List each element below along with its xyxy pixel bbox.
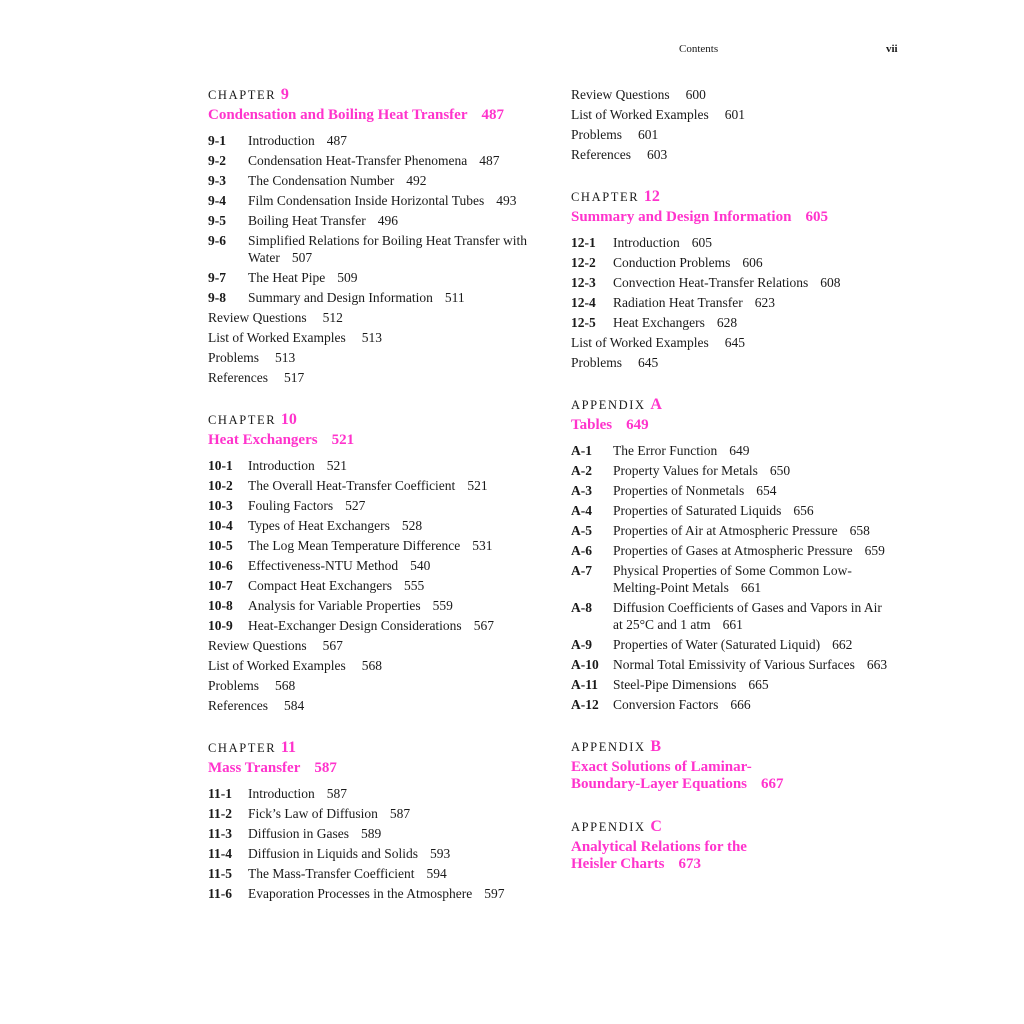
section-number: B bbox=[650, 738, 662, 755]
entry-page-number: 531 bbox=[472, 538, 493, 553]
toc-entry[interactable] bbox=[571, 696, 891, 713]
extra-entry-page-number: 645 bbox=[638, 355, 659, 370]
extra-entry-title: Problems bbox=[571, 127, 623, 142]
toc-extra-entry[interactable] bbox=[571, 146, 891, 163]
entry-page-number: 511 bbox=[444, 290, 465, 305]
entry-number: 9-4 bbox=[208, 193, 226, 208]
toc-entry[interactable] bbox=[208, 232, 548, 266]
toc-extra-entry[interactable] bbox=[571, 334, 891, 351]
toc-entry[interactable] bbox=[571, 442, 891, 459]
entry-number: 9-5 bbox=[208, 213, 226, 228]
toc-entry[interactable] bbox=[571, 522, 891, 539]
entry-title: Heat Exchangers bbox=[613, 315, 705, 330]
entry-number: A-2 bbox=[571, 463, 592, 478]
entry-text-block bbox=[248, 865, 548, 882]
entry-number: A-3 bbox=[571, 483, 592, 498]
entry-text-block bbox=[613, 599, 891, 633]
extra-entry-page-number: 603 bbox=[646, 147, 668, 162]
entry-text-block bbox=[248, 132, 548, 149]
entry-number: 10-2 bbox=[208, 478, 233, 493]
entry-number: A-4 bbox=[571, 503, 592, 518]
entry-title: Compact Heat Exchangers bbox=[248, 578, 392, 593]
section-label: CHAPTER bbox=[208, 88, 277, 102]
entry-number: A-12 bbox=[571, 697, 599, 712]
toc-section bbox=[571, 818, 891, 873]
extra-entry-title: Review Questions bbox=[571, 87, 670, 102]
entry-text-block bbox=[248, 497, 548, 514]
section-page-number: 587 bbox=[314, 760, 337, 776]
entry-title: The Mass-Transfer Coefficient bbox=[248, 866, 415, 881]
section-label: CHAPTER bbox=[571, 190, 640, 204]
toc-entry[interactable] bbox=[571, 502, 891, 519]
extra-entry-title: Problems bbox=[571, 355, 623, 370]
entry-text-block bbox=[613, 542, 891, 559]
entry-number: 11-2 bbox=[208, 806, 233, 821]
entry-number: 11-5 bbox=[208, 866, 233, 881]
extra-entry-title: Problems bbox=[208, 678, 260, 693]
toc-entry[interactable] bbox=[571, 294, 891, 311]
toc-extra-entry[interactable] bbox=[571, 106, 891, 123]
entry-text-block bbox=[248, 617, 548, 634]
toc-section bbox=[208, 411, 548, 714]
entry-text-block bbox=[613, 254, 891, 271]
entry-text-block bbox=[248, 477, 548, 494]
entry-text-block bbox=[613, 314, 891, 331]
extra-entry-title: List of Worked Examples bbox=[571, 335, 709, 350]
toc-entry[interactable] bbox=[208, 192, 548, 209]
entry-page-number: 487 bbox=[326, 133, 347, 148]
entry-title: Diffusion in Liquids and Solids bbox=[248, 846, 419, 861]
section-number: 10 bbox=[280, 411, 297, 428]
toc-entry[interactable] bbox=[571, 656, 891, 673]
entry-title: Simplified Relations for Boiling Heat Transfer with Water bbox=[248, 233, 527, 265]
entry-number: 9-8 bbox=[208, 290, 226, 305]
entry-page-number: 665 bbox=[748, 677, 769, 692]
section-heading bbox=[208, 86, 548, 104]
toc-section bbox=[208, 739, 548, 902]
section-label: APPENDIX bbox=[571, 820, 646, 834]
section-title: Condensation and Boiling Heat Transfer bbox=[208, 107, 468, 123]
entry-page-number: 540 bbox=[410, 558, 431, 573]
toc-entry[interactable] bbox=[571, 254, 891, 271]
toc-entry[interactable] bbox=[571, 234, 891, 251]
toc-entry[interactable] bbox=[208, 517, 548, 534]
section-title: Mass Transfer bbox=[208, 760, 301, 776]
toc-section bbox=[571, 86, 891, 163]
entry-number: 9-6 bbox=[208, 233, 226, 248]
entry-page-number: 527 bbox=[345, 498, 366, 513]
extra-entry-page-number: 567 bbox=[322, 638, 343, 653]
section-page-number: 487 bbox=[481, 107, 504, 123]
toc-entry[interactable] bbox=[208, 212, 548, 229]
entry-title: Evaporation Processes in the Atmosphere bbox=[248, 886, 473, 901]
section-heading bbox=[571, 738, 891, 756]
entry-number: 10-8 bbox=[208, 598, 233, 613]
toc-entry[interactable] bbox=[571, 636, 891, 653]
entry-number: 12-2 bbox=[571, 255, 596, 270]
entry-number: A-1 bbox=[571, 443, 592, 458]
toc-entry[interactable] bbox=[208, 172, 548, 189]
entry-page-number: 521 bbox=[326, 458, 347, 473]
extra-entry-title: Review Questions bbox=[208, 310, 307, 325]
entry-text-block bbox=[613, 562, 891, 596]
entry-page-number: 649 bbox=[729, 443, 750, 458]
toc-entry[interactable] bbox=[208, 617, 548, 634]
toc-extra-entry[interactable] bbox=[571, 354, 891, 371]
toc-entry[interactable] bbox=[208, 597, 548, 614]
section-title-link[interactable] bbox=[208, 432, 548, 449]
toc-section bbox=[571, 188, 891, 371]
entry-text-block bbox=[248, 457, 548, 474]
entry-number: A-9 bbox=[571, 637, 592, 652]
entry-title: Introduction bbox=[248, 458, 315, 473]
entry-number: A-8 bbox=[571, 600, 592, 615]
toc-entry[interactable] bbox=[208, 457, 548, 474]
entry-page-number: 594 bbox=[426, 866, 447, 881]
entry-title: Condensation Heat-Transfer Phenomena bbox=[248, 153, 468, 168]
entry-text-block bbox=[613, 462, 891, 479]
toc-entry[interactable] bbox=[208, 785, 548, 802]
toc-extra-entry[interactable] bbox=[208, 329, 548, 346]
entry-title: Convection Heat-Transfer Relations bbox=[613, 275, 809, 290]
entry-number: A-10 bbox=[571, 657, 599, 672]
section-title: Tables bbox=[571, 417, 613, 433]
entry-page-number: 658 bbox=[849, 523, 870, 538]
entry-title: Boiling Heat Transfer bbox=[248, 213, 366, 228]
section-label: APPENDIX bbox=[571, 740, 646, 754]
entry-text-block bbox=[248, 885, 548, 902]
entry-text-block bbox=[613, 294, 891, 311]
extra-entry-title: References bbox=[571, 147, 631, 162]
section-label: CHAPTER bbox=[208, 413, 277, 427]
toc-extra-entry[interactable] bbox=[571, 86, 891, 103]
section-label: CHAPTER bbox=[208, 741, 277, 755]
section-heading bbox=[208, 411, 548, 429]
extra-entry-page-number: 568 bbox=[361, 658, 383, 673]
entry-text-block bbox=[248, 212, 548, 229]
entry-text-block bbox=[248, 577, 548, 594]
entry-title: Introduction bbox=[248, 133, 315, 148]
section-title: Summary and Design Information bbox=[571, 209, 792, 225]
entry-page-number: 608 bbox=[820, 275, 841, 290]
entry-text-block bbox=[613, 676, 891, 693]
entry-text-block bbox=[248, 192, 548, 209]
entry-title: Diffusion in Gases bbox=[248, 826, 349, 841]
entry-title: Introduction bbox=[613, 235, 680, 250]
entry-title: Film Condensation Inside Horizontal Tubes bbox=[248, 193, 485, 208]
entry-page-number: 659 bbox=[864, 543, 885, 558]
toc-entry[interactable] bbox=[208, 557, 548, 574]
entry-page-number: 654 bbox=[756, 483, 777, 498]
entry-title: Diffusion Coefficients of Gases and Vapors in Air at 25°C and 1 atm bbox=[613, 600, 882, 632]
entry-number: 10-4 bbox=[208, 518, 233, 533]
entry-title: Steel-Pipe Dimensions bbox=[613, 677, 737, 692]
toc-extra-entry[interactable] bbox=[208, 349, 548, 366]
entry-number: 10-6 bbox=[208, 558, 233, 573]
entry-page-number: 587 bbox=[389, 806, 411, 821]
entry-page-number: 663 bbox=[866, 657, 888, 672]
extra-entry-page-number: 517 bbox=[283, 370, 305, 385]
left-column bbox=[208, 86, 548, 927]
section-title-link[interactable] bbox=[208, 760, 548, 777]
entry-number: 10-5 bbox=[208, 538, 233, 553]
entry-title: Summary and Design Information bbox=[248, 290, 433, 305]
entry-page-number: 496 bbox=[377, 213, 398, 228]
entry-page-number: 509 bbox=[337, 270, 358, 285]
extra-entry-page-number: 512 bbox=[322, 310, 343, 325]
toc-entry[interactable] bbox=[208, 577, 548, 594]
entry-text-block bbox=[613, 442, 891, 459]
entry-number: 11-4 bbox=[208, 846, 233, 861]
extra-entry-title: List of Worked Examples bbox=[208, 330, 346, 345]
toc-entry[interactable] bbox=[571, 562, 891, 596]
entry-page-number: 492 bbox=[406, 173, 427, 188]
toc-entry[interactable] bbox=[571, 599, 891, 633]
extra-entry-page-number: 600 bbox=[685, 87, 706, 102]
toc-entry[interactable] bbox=[208, 805, 548, 822]
entry-title: The Heat Pipe bbox=[248, 270, 326, 285]
entry-number: 10-3 bbox=[208, 498, 233, 513]
extra-entry-page-number: 645 bbox=[724, 335, 746, 350]
toc-entry[interactable] bbox=[208, 132, 548, 149]
entry-number: 11-6 bbox=[208, 886, 233, 901]
entry-title: Normal Total Emissivity of Various Surfaces bbox=[613, 657, 855, 672]
entry-title: Properties of Gases at Atmospheric Pressure bbox=[613, 543, 853, 558]
entry-page-number: 606 bbox=[742, 255, 763, 270]
entry-number: 9-2 bbox=[208, 153, 226, 168]
section-heading bbox=[208, 739, 548, 757]
entry-text-block bbox=[613, 502, 891, 519]
entry-page-number: 661 bbox=[722, 617, 743, 632]
toc-extra-entry[interactable] bbox=[208, 309, 548, 326]
entry-page-number: 507 bbox=[291, 250, 313, 265]
entry-text-block bbox=[613, 656, 891, 673]
entry-page-number: 493 bbox=[496, 193, 517, 208]
entry-text-block bbox=[248, 289, 548, 306]
extra-entry-page-number: 584 bbox=[283, 698, 305, 713]
section-title-link[interactable] bbox=[571, 417, 891, 434]
section-heading bbox=[571, 188, 891, 206]
toc-extra-entry[interactable] bbox=[208, 657, 548, 674]
toc-entry[interactable] bbox=[571, 314, 891, 331]
section-label: APPENDIX bbox=[571, 398, 646, 412]
entry-page-number: 656 bbox=[793, 503, 814, 518]
toc-entry[interactable] bbox=[208, 825, 548, 842]
entry-page-number: 521 bbox=[467, 478, 488, 493]
entry-text-block bbox=[248, 557, 548, 574]
toc-extra-entry[interactable] bbox=[208, 697, 548, 714]
entry-text-block bbox=[248, 537, 548, 554]
entry-number: 12-5 bbox=[571, 315, 596, 330]
entry-title: Properties of Water (Saturated Liquid) bbox=[613, 637, 821, 652]
toc-entry[interactable] bbox=[208, 152, 548, 169]
entry-text-block bbox=[613, 482, 891, 499]
toc-section bbox=[571, 738, 891, 793]
toc-entry[interactable] bbox=[208, 537, 548, 554]
section-title-link[interactable] bbox=[208, 107, 548, 124]
entry-text-block bbox=[613, 274, 891, 291]
toc-entry[interactable] bbox=[208, 497, 548, 514]
entry-page-number: 593 bbox=[430, 846, 451, 861]
entry-number: 9-7 bbox=[208, 270, 226, 285]
extra-entry-title: List of Worked Examples bbox=[208, 658, 346, 673]
section-number: A bbox=[650, 396, 662, 413]
section-heading bbox=[571, 396, 891, 414]
entry-text-block bbox=[248, 845, 548, 862]
running-head bbox=[0, 43, 1024, 59]
entry-text-block bbox=[248, 597, 548, 614]
toc-entry[interactable] bbox=[208, 885, 548, 902]
entry-text-block bbox=[248, 825, 548, 842]
entry-title: Properties of Saturated Liquids bbox=[613, 503, 782, 518]
toc-entry[interactable] bbox=[208, 269, 548, 286]
entry-page-number: 605 bbox=[691, 235, 712, 250]
entry-number: 10-1 bbox=[208, 458, 233, 473]
section-number: 12 bbox=[643, 188, 660, 205]
section-title: Heat Exchangers bbox=[208, 432, 318, 448]
toc-entry[interactable] bbox=[571, 676, 891, 693]
entry-title: The Overall Heat-Transfer Coefficient bbox=[248, 478, 456, 493]
section-number: C bbox=[650, 818, 662, 835]
extra-entry-title: References bbox=[208, 370, 268, 385]
entry-title: Conversion Factors bbox=[613, 697, 719, 712]
entry-number: A-11 bbox=[571, 677, 598, 692]
toc-entry[interactable] bbox=[571, 542, 891, 559]
entry-title: Effectiveness-NTU Method bbox=[248, 558, 399, 573]
section-page-number: 673 bbox=[678, 856, 701, 872]
toc-entry[interactable] bbox=[571, 274, 891, 291]
toc-entry[interactable] bbox=[208, 477, 548, 494]
toc-entry[interactable] bbox=[571, 482, 891, 499]
entry-page-number: 661 bbox=[740, 580, 762, 595]
entry-text-block bbox=[248, 517, 548, 534]
running-head-title: Contents bbox=[679, 43, 719, 55]
entry-title: The Error Function bbox=[613, 443, 718, 458]
section-title-link[interactable] bbox=[571, 209, 891, 226]
entry-page-number: 597 bbox=[484, 886, 505, 901]
section-page-number: 667 bbox=[761, 776, 784, 792]
entry-title: Properties of Air at Atmospheric Pressure bbox=[613, 523, 838, 538]
toc-section bbox=[208, 86, 548, 386]
section-heading bbox=[571, 818, 891, 836]
section-title-link[interactable] bbox=[571, 839, 891, 873]
extra-entry-page-number: 513 bbox=[361, 330, 383, 345]
entry-title: Property Values for Metals bbox=[613, 463, 758, 478]
section-title: Analytical Relations for the Heisler Charts bbox=[571, 839, 747, 872]
entry-text-block bbox=[248, 785, 548, 802]
entry-page-number: 662 bbox=[832, 637, 853, 652]
entry-title: Radiation Heat Transfer bbox=[613, 295, 743, 310]
toc-extra-entry[interactable] bbox=[208, 637, 548, 654]
entry-number: A-7 bbox=[571, 563, 592, 578]
section-number: 9 bbox=[280, 86, 289, 103]
entry-title: Physical Properties of Some Common Low-Melting-Point Metals bbox=[613, 563, 852, 595]
entry-number: 9-3 bbox=[208, 173, 226, 188]
entry-page-number: 528 bbox=[401, 518, 423, 533]
entry-number: 12-4 bbox=[571, 295, 596, 310]
extra-entry-title: References bbox=[208, 698, 268, 713]
entry-page-number: 666 bbox=[730, 697, 751, 712]
section-title: Exact Solutions of Laminar- Boundary-Layer Equations bbox=[571, 759, 752, 792]
entry-text-block bbox=[613, 522, 891, 539]
entry-number: 9-1 bbox=[208, 133, 226, 148]
entry-text-block bbox=[613, 696, 891, 713]
entry-page-number: 487 bbox=[479, 153, 500, 168]
toc-extra-entry[interactable] bbox=[208, 677, 548, 694]
entry-title: Analysis for Variable Properties bbox=[248, 598, 421, 613]
entry-number: A-5 bbox=[571, 523, 592, 538]
entry-text-block bbox=[613, 234, 891, 251]
running-head-page-number: vii bbox=[886, 43, 898, 55]
entry-title: The Condensation Number bbox=[248, 173, 395, 188]
entry-page-number: 589 bbox=[361, 826, 382, 841]
entry-page-number: 567 bbox=[473, 618, 494, 633]
entry-text-block bbox=[248, 805, 548, 822]
section-page-number: 521 bbox=[331, 432, 355, 448]
entry-number: A-6 bbox=[571, 543, 592, 558]
entry-number: 12-1 bbox=[571, 235, 596, 250]
entry-page-number: 623 bbox=[754, 295, 775, 310]
toc-entry[interactable] bbox=[208, 289, 548, 306]
entry-page-number: 587 bbox=[326, 786, 347, 801]
section-page-number: 649 bbox=[626, 417, 649, 433]
entry-number: 11-3 bbox=[208, 826, 233, 841]
entry-number: 12-3 bbox=[571, 275, 596, 290]
entry-number: 11-1 bbox=[208, 786, 233, 801]
entry-page-number: 650 bbox=[769, 463, 791, 478]
entry-title: Types of Heat Exchangers bbox=[248, 518, 390, 533]
entry-text-block bbox=[248, 232, 548, 266]
extra-entry-title: Problems bbox=[208, 350, 260, 365]
entry-text-block bbox=[613, 636, 891, 653]
section-title-link[interactable] bbox=[571, 759, 891, 793]
entry-page-number: 559 bbox=[432, 598, 453, 613]
entry-title: Properties of Nonmetals bbox=[613, 483, 745, 498]
entry-title: Introduction bbox=[248, 786, 315, 801]
section-page-number: 605 bbox=[805, 209, 828, 225]
right-column bbox=[571, 86, 891, 898]
toc-section bbox=[571, 396, 891, 713]
entry-page-number: 628 bbox=[716, 315, 738, 330]
entry-text-block bbox=[248, 269, 548, 286]
extra-entry-page-number: 568 bbox=[275, 678, 296, 693]
extra-entry-page-number: 513 bbox=[275, 350, 296, 365]
extra-entry-title: List of Worked Examples bbox=[571, 107, 709, 122]
extra-entry-title: Review Questions bbox=[208, 638, 307, 653]
toc-entry[interactable] bbox=[208, 865, 548, 882]
entry-page-number: 555 bbox=[403, 578, 425, 593]
section-number: 11 bbox=[280, 739, 297, 756]
entry-title: Fick’s Law of Diffusion bbox=[248, 806, 378, 821]
entry-text-block bbox=[248, 172, 548, 189]
entry-title: The Log Mean Temperature Difference bbox=[248, 538, 461, 553]
entry-title: Fouling Factors bbox=[248, 498, 334, 513]
entry-title: Conduction Problems bbox=[613, 255, 731, 270]
toc-entry[interactable] bbox=[571, 462, 891, 479]
extra-entry-page-number: 601 bbox=[724, 107, 746, 122]
entry-title: Heat-Exchanger Design Considerations bbox=[248, 618, 462, 633]
entry-number: 10-9 bbox=[208, 618, 233, 633]
entry-text-block bbox=[248, 152, 548, 169]
toc-extra-entry[interactable] bbox=[571, 126, 891, 143]
toc-extra-entry[interactable] bbox=[208, 369, 548, 386]
entry-number: 10-7 bbox=[208, 578, 233, 593]
extra-entry-page-number: 601 bbox=[638, 127, 659, 142]
toc-entry[interactable] bbox=[208, 845, 548, 862]
